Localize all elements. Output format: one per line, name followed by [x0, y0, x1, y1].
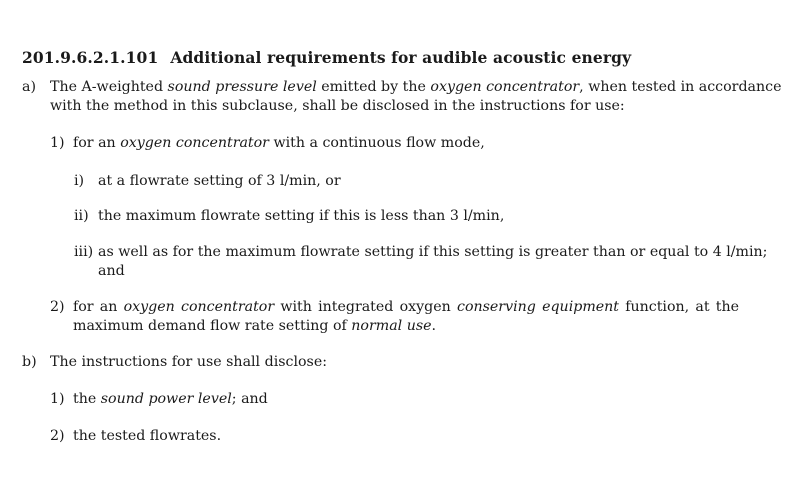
- item-b-1-label: 1): [50, 391, 65, 407]
- section-title: Additional requirements for audible acoustic energy: [170, 48, 632, 67]
- item-a-line-1: The A-weighted sound pressure level emitted by the oxygen concentrator, when tested in accordance: [50, 79, 782, 95]
- item-a-1-i-label: i): [74, 173, 85, 189]
- item-a-label: a): [22, 79, 36, 95]
- item-a-line-2: with the method in this subclause, shall be disclosed in the instructions for use:: [50, 98, 625, 114]
- item-a: [22, 78, 782, 118]
- item-a-1-label: 1): [50, 135, 65, 151]
- item-a-1-iii-line-2: and: [98, 263, 125, 279]
- item-a-1-i-text: at a flowrate setting of 3 l/min, or: [98, 173, 341, 189]
- item-a-1-iii-line-1: as well as for the maximum flowrate setting if this setting is greater than or equal to 4 l/min;: [98, 244, 768, 260]
- item-b-1-text: the sound power level; and: [73, 391, 268, 407]
- item-b-2-label: 2): [50, 428, 65, 444]
- item-a-2-line-1: for an oxygen concentrator with integrated oxygen conserving equipment function, at the: [73, 299, 739, 315]
- item-b-2-text: the tested flowrates.: [73, 428, 222, 444]
- item-a-2-line-2: maximum demand flow rate setting of normal use.: [73, 318, 437, 334]
- item-b-label: b): [22, 354, 37, 370]
- item-a-1-text: for an oxygen concentrator with a continuous flow mode,: [73, 135, 485, 151]
- item-a-1-ii-label: ii): [74, 208, 89, 224]
- section-heading: [22, 48, 631, 67]
- item-b-text: The instructions for use shall disclose:: [50, 354, 327, 370]
- item-a-2-label: 2): [50, 299, 65, 315]
- item-a-1-ii-text: the maximum flowrate setting if this is less than 3 l/min,: [98, 208, 505, 224]
- item-a-1-iii-label: iii): [74, 244, 94, 260]
- section-number: 201.9.6.2.1.101: [22, 48, 159, 67]
